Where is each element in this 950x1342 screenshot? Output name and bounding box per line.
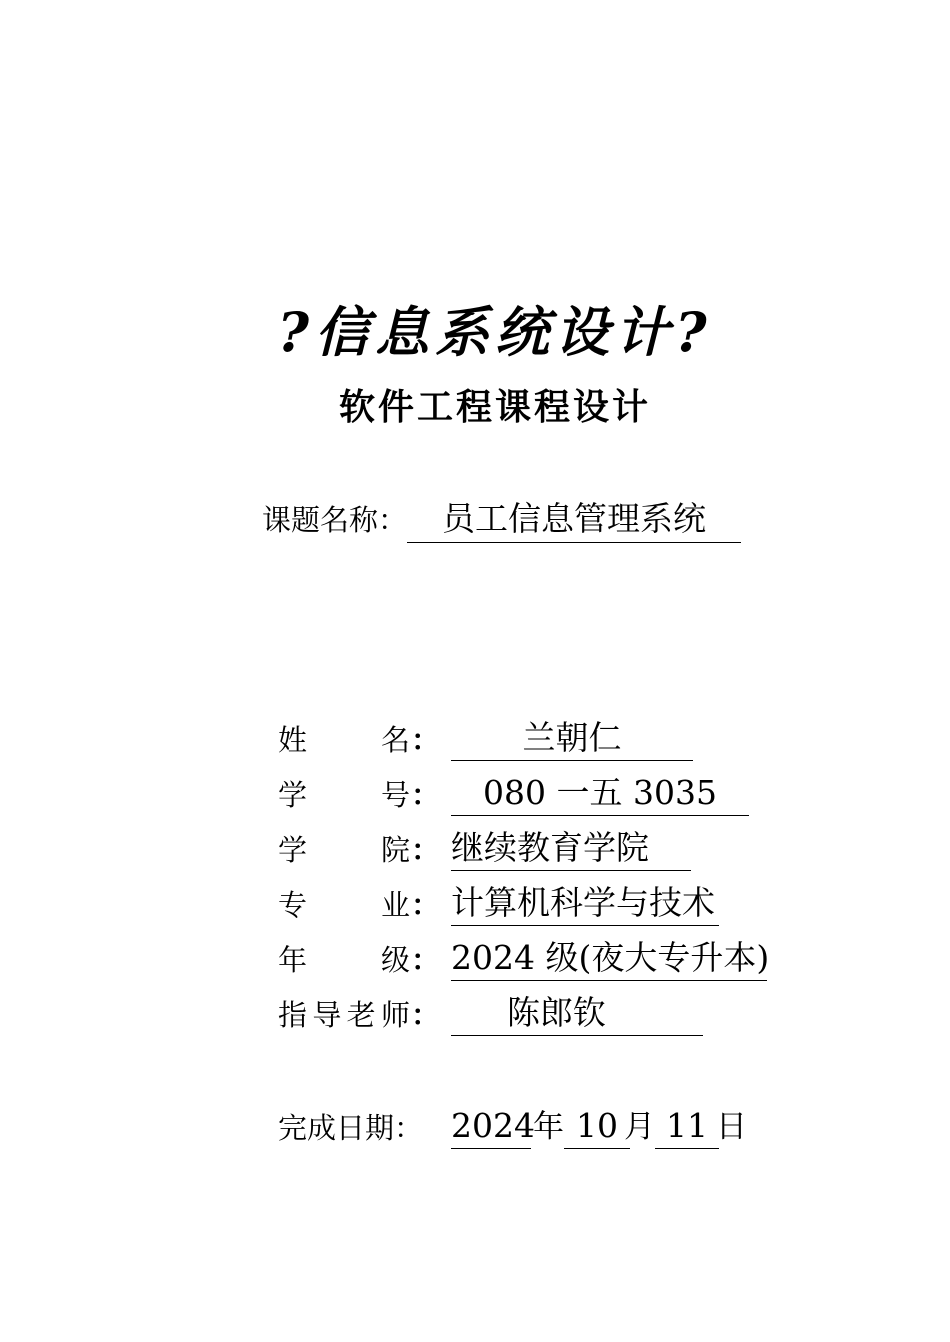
label-char: 专	[278, 888, 308, 922]
label-char: 学	[278, 778, 308, 812]
label-char: 指	[278, 998, 308, 1032]
label-colon: ：	[411, 998, 441, 1032]
label-char: 老	[346, 998, 376, 1032]
info-row-major	[278, 881, 738, 929]
label-char: 姓	[278, 723, 308, 757]
info-label-student-id	[278, 771, 440, 819]
label-char: 师	[380, 998, 410, 1032]
student-id-value: 080 一五 3035	[451, 771, 749, 816]
college-value: 继续教育学院	[451, 826, 691, 871]
info-label-name	[278, 716, 440, 764]
main-title: ?信息系统设计?	[277, 300, 713, 364]
info-label-college	[278, 826, 440, 874]
label-char: 学	[278, 833, 308, 867]
advisor-value-text: 陈郎钦	[507, 993, 606, 1032]
label-colon: ：	[411, 888, 441, 922]
label-colon: ：	[411, 723, 441, 757]
info-row-student-id	[278, 771, 758, 819]
date-month-unit: 月	[624, 1109, 655, 1145]
topic-row	[262, 496, 741, 546]
topic-label: 课题名称：	[262, 503, 408, 537]
info-row-advisor	[278, 991, 718, 1039]
date-year-unit: 年	[533, 1109, 564, 1145]
sub-title: 软件工程课程设计	[338, 386, 651, 428]
label-char: 级	[380, 943, 410, 977]
label-colon: ：	[411, 778, 441, 812]
label-char: 院	[380, 833, 410, 867]
label-char: 导	[312, 998, 342, 1032]
info-row-name	[278, 716, 698, 764]
info-row-grade	[278, 936, 778, 984]
date-day-unit: 日	[716, 1109, 747, 1145]
label-char: 年	[278, 943, 308, 977]
info-label-grade	[278, 936, 440, 984]
info-label-advisor	[278, 991, 440, 1039]
label-char: 名	[380, 723, 410, 757]
date-day: 11	[655, 1104, 719, 1149]
info-label-major	[278, 881, 440, 929]
advisor-value	[451, 991, 703, 1036]
info-row-college	[278, 826, 718, 874]
date-month: 10	[564, 1104, 630, 1149]
completion-date-label: 完成日期：	[278, 1111, 424, 1145]
major-value: 计算机科学与技术	[451, 881, 719, 926]
label-char: 号	[380, 778, 410, 812]
label-colon: ：	[411, 943, 441, 977]
grade-value: 2024 级(夜大专升本)	[451, 936, 767, 981]
completion-date-row	[278, 1104, 758, 1152]
topic-value: 员工信息管理系统	[407, 496, 741, 543]
label-char: 业	[380, 888, 410, 922]
label-colon: ：	[411, 833, 441, 867]
name-value: 兰朝仁	[451, 716, 693, 761]
date-year: 2024	[451, 1104, 531, 1149]
